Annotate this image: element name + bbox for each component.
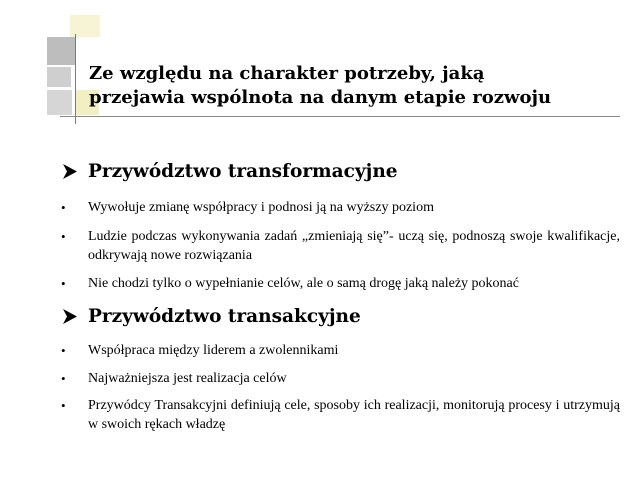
- bullet: •: [61, 200, 66, 215]
- arrow-right-icon: [63, 309, 77, 324]
- bullet: •: [61, 276, 66, 291]
- list-item-text: Najważniejsza jest realizacja celów: [88, 371, 287, 386]
- list-item: [61, 369, 620, 388]
- list-item: [61, 396, 620, 434]
- list-item-text: Wywołuje zmianę współpracy i podnosi ją na wyższy poziom: [88, 200, 434, 215]
- bullet: •: [61, 343, 66, 358]
- list-item: [61, 227, 620, 265]
- list-item-text: Współpraca między liderem a zwolennikami: [88, 343, 339, 358]
- slide-title-line: przejawia wspólnota na danym etapie rozwoju: [89, 87, 552, 108]
- list-item-text: Przywódcy Transakcyjni definiują cele, sposoby ich realizacji, monitorują procesy i utrzymują w swoich rękach władzę: [88, 398, 620, 432]
- bullet: •: [61, 229, 66, 244]
- list-item-text: Ludzie podczas wykonywania zadań „zmieniają się”- uczą się, podnoszą swoje kwalifikacje, odkrywają nowe rozwiązania: [88, 229, 620, 263]
- decor-square: [47, 37, 75, 65]
- list-item: [61, 198, 620, 217]
- bullet: •: [61, 371, 66, 386]
- section-heading: [88, 305, 620, 329]
- list-item: [61, 341, 620, 360]
- arrow-right-icon: [63, 164, 77, 179]
- section-heading-text: Przywództwo transakcyjne: [88, 306, 361, 327]
- decor-square: [47, 67, 71, 87]
- section-heading-text: Przywództwo transformacyjne: [88, 161, 398, 182]
- section-heading: [88, 160, 620, 184]
- title-divider: [60, 116, 620, 117]
- list-item: [61, 274, 620, 293]
- slide-title: [89, 62, 629, 110]
- slide-title-line: Ze względu na charakter potrzeby, jaką: [89, 63, 485, 84]
- bullet: •: [61, 398, 66, 413]
- decor-vertical-line: [75, 34, 76, 124]
- list-item-text: Nie chodzi tylko o wypełnianie celów, ale o samą drogę jaką należy pokonać: [88, 276, 519, 291]
- decor-square: [47, 90, 72, 115]
